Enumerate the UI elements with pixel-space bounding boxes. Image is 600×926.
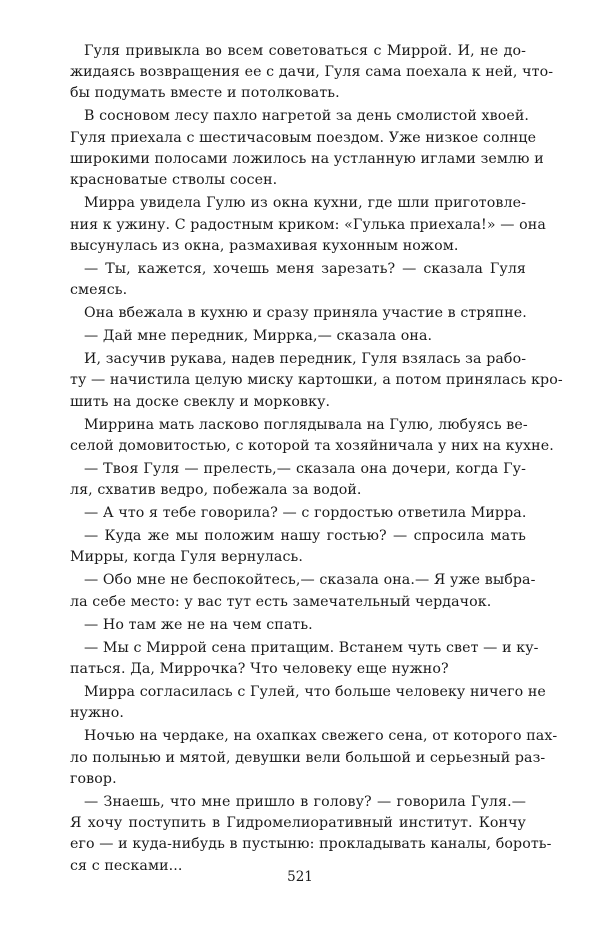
text-line: широкими полосами ложилось на устланную иглами землю и — [70, 150, 544, 167]
text-line: Я хочу поступить в Гидромелиоративный институт. Кончу — [70, 815, 526, 832]
paragraph — [70, 349, 563, 413]
text-line: ту — начистила целую миску картошки, а потом принялась кро- — [70, 372, 563, 389]
text-line: — Твоя Гуля — прелесть,— сказала она дочери, когда Гу- — [84, 460, 526, 477]
text-line: ся с песками... — [70, 857, 183, 874]
text-line: Она вбежала в кухню и сразу приняла участие в стряпне. — [84, 305, 527, 322]
paragraph — [70, 415, 554, 458]
paragraph — [70, 106, 544, 191]
text-line: Ночью на чердаке, на охапках свежего сена, от которого пах- — [84, 728, 558, 745]
text-line: его — и куда-нибудь в пустыню: прокладывать каналы, бороть- — [70, 836, 552, 853]
text-line: — Мы с Миррой сена притащим. Встанем чуть свет — и ку- — [84, 639, 539, 656]
text-line: — Дай мне передник, Миррка,— сказала она. — [84, 328, 433, 345]
paragraph — [70, 326, 526, 347]
text-line: Миррина мать ласково поглядывала на Гулю, любуясь ве- — [84, 416, 528, 433]
paragraph — [70, 503, 526, 524]
text-line: Мирра согласилась с Гулей, что больше человеку ничего не — [84, 683, 546, 700]
text-line: И, засучив рукава, надев передник, Гуля взялась за рабо- — [84, 350, 527, 367]
text-line: — Обо мне не беспокойтесь,— сказала она.— Я уже выбра- — [84, 572, 536, 589]
text-line: — Ты, кажется, хочешь меня зарезать? — сказала Гуля — [84, 260, 526, 277]
text-line: — Куда же мы положим нашу гостью? — спросила мать — [84, 528, 526, 545]
text-line: — Но там же не на чем спать. — [84, 616, 313, 633]
paragraph — [70, 303, 526, 324]
page-number: 521 — [287, 869, 313, 885]
paragraph — [70, 41, 554, 105]
text-line: Мирры, когда Гуля вернулась. — [70, 549, 303, 566]
text-line: шить на доске свеклу и морковку. — [70, 393, 331, 410]
paragraph — [70, 638, 539, 681]
book-page-text — [70, 39, 563, 877]
text-line: ла себе место: у вас тут есть замечательный чердачок. — [70, 593, 492, 610]
text-line: бы подумать вместе и потолковать. — [70, 85, 340, 102]
paragraph — [70, 459, 526, 502]
text-line: жидаясь возвращения ее с дачи, Гуля сама поехала к ней, что- — [70, 63, 554, 80]
text-line: высунулась из окна, размахивая кухонным ножом. — [70, 237, 459, 254]
text-line: ля, схватив ведро, побежала за водой. — [70, 482, 362, 499]
text-line: В сосновом лесу пахло нагретой за день смолистой хвоей. — [84, 108, 530, 125]
text-line: Мирра увидела Гулю из окна кухни, где шли приготовле- — [84, 195, 526, 212]
paragraph — [70, 615, 526, 636]
paragraph — [70, 726, 558, 790]
text-line: смеясь. — [70, 282, 128, 299]
paragraph — [70, 682, 546, 725]
text-line: — А что я тебе говорила? — с гордостью ответила Мирра. — [84, 505, 527, 522]
text-line: селой домовитостью, с которой та хозяйничала у них на кухне. — [70, 437, 554, 454]
paragraph — [70, 792, 552, 877]
paragraph — [70, 193, 546, 257]
text-line: красноватые стволы сосен. — [70, 172, 278, 189]
text-line: Гуля привыкла во всем советоваться с Миррой. И, не до- — [84, 42, 526, 59]
paragraph — [70, 570, 536, 613]
text-line: — Знаешь, что мне пришло в голову? — говорила Гуля.— — [84, 793, 526, 810]
text-line: нужно. — [70, 705, 124, 722]
text-line: ло полынью и мятой, девушки вели большой и серьезный раз- — [70, 749, 546, 766]
text-line: Гуля приехала с шестичасовым поездом. Уже низкое солнце — [70, 129, 537, 146]
paragraph — [70, 526, 526, 569]
text-line: говор. — [70, 770, 117, 787]
paragraph — [70, 259, 526, 302]
text-line: паться. Да, Миррочка? Что человеку еще нужно? — [70, 660, 449, 677]
text-line: ния к ужину. С радостным криком: «Гулька приехала!» — она — [70, 216, 546, 233]
